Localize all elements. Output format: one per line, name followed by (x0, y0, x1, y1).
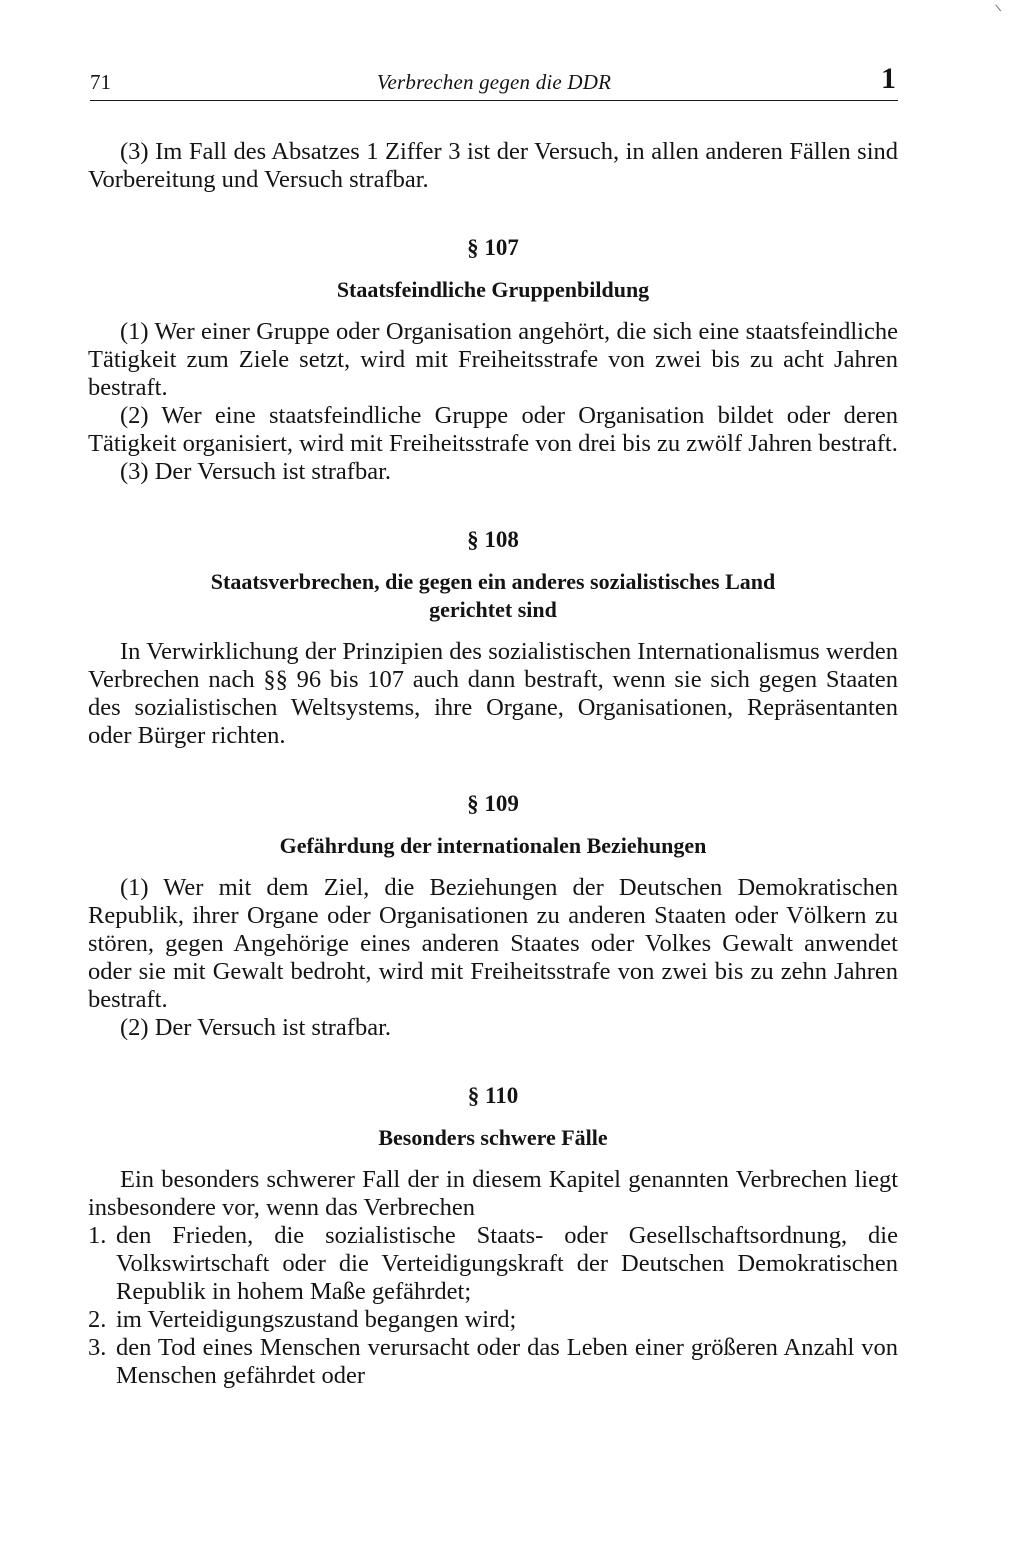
list-item (88, 1334, 898, 1390)
list-item-text: im Verteidigungszustand begangen wird; (116, 1306, 517, 1333)
section-title: Staatsfeindliche Gruppenbildung (336, 277, 650, 302)
page-number: 71 (90, 70, 111, 94)
running-header (90, 62, 898, 101)
section-paragraph: (2) Wer eine staatsfeindliche Gruppe oder Organisation bildet oder deren Tätigkeit organisiert, wird mit Freiheitsstrafe von drei bis zu zwölf Jahren bestraft. (88, 402, 898, 457)
chapter-number: 1 (881, 62, 896, 95)
section-number: § 108 (467, 527, 519, 552)
section-title: Besonders schwere Fälle (378, 1125, 608, 1150)
section-title: Gefährdung der internationalen Beziehungen (279, 833, 707, 858)
section-paragraph: (2) Der Versuch ist strafbar. (120, 1014, 392, 1041)
section-paragraph: (1) Wer mit dem Ziel, die Beziehungen der Deutschen Demokratischen Republik, ihrer Organe oder Organisationen zu anderen Staaten oder Völkern zu stören, gegen Angehörige eines anderen Staates oder Volkes Gewalt anwendet oder sie mit Gewalt bedroht, wird mit Freiheitsstrafe von zwei bis zu zehn Jahren bestraft. (88, 874, 898, 1013)
section-109 (88, 790, 898, 1042)
document-body (88, 138, 898, 1390)
section-number: § 109 (467, 791, 519, 816)
section-title-line-1: Staatsverbrechen, die gegen ein anderes sozialistisches Land (210, 569, 776, 594)
section-paragraph: (1) Wer einer Gruppe oder Organisation angehört, die sich eine staatsfeindliche Tätigkeit zum Ziele setzt, wird mit Freiheitsstrafe von zwei bis zu acht Jahren bestraft. (88, 318, 898, 401)
list-item (88, 1222, 898, 1306)
continuation-paragraph: (3) Im Fall des Absatzes 1 Ziffer 3 ist der Versuch, in allen anderen Fällen sind Vorbereitung und Versuch strafbar. (88, 138, 898, 193)
list-item-text: den Tod eines Menschen verursacht oder das Leben einer größeren Anzahl von Menschen gefährdet oder (116, 1334, 898, 1389)
list-item-number: 2. (88, 1306, 107, 1333)
section-number: § 107 (467, 235, 519, 260)
criteria-list (88, 1222, 898, 1390)
section-paragraph: In Verwirklichung der Prinzipien des sozialistischen Internationalismus werden Verbrechen nach §§ 96 bis 107 auch dann bestraft, wenn sie sich gegen Staaten des sozialistischen Weltsystems, ihre Organe, Organisationen, Repräsentanten oder Bürger richten. (88, 638, 898, 749)
section-title-line-2: gerichtet sind (429, 597, 557, 622)
section-intro: Ein besonders schwerer Fall der in diesem Kapitel genannten Verbrechen liegt insbesondere vor, wenn das Verbrechen (88, 1166, 898, 1221)
list-item-number: 3. (88, 1334, 107, 1361)
section-107 (88, 234, 898, 486)
scan-artifact (995, 1, 1006, 12)
section-108 (88, 526, 898, 750)
running-title: Verbrechen gegen die DDR (376, 70, 612, 94)
list-item-number: 1. (88, 1222, 107, 1249)
list-item (88, 1306, 898, 1334)
list-item-text: den Frieden, die sozialistische Staats- oder Gesellschaftsordnung, die Volkswirtschaft oder die Verteidigungskraft der Deutschen Demokratischen Republik in hohem Maße gefährdet; (116, 1222, 898, 1305)
section-number: § 110 (467, 1083, 519, 1108)
section-110 (88, 1082, 898, 1390)
section-paragraph: (3) Der Versuch ist strafbar. (120, 458, 392, 485)
